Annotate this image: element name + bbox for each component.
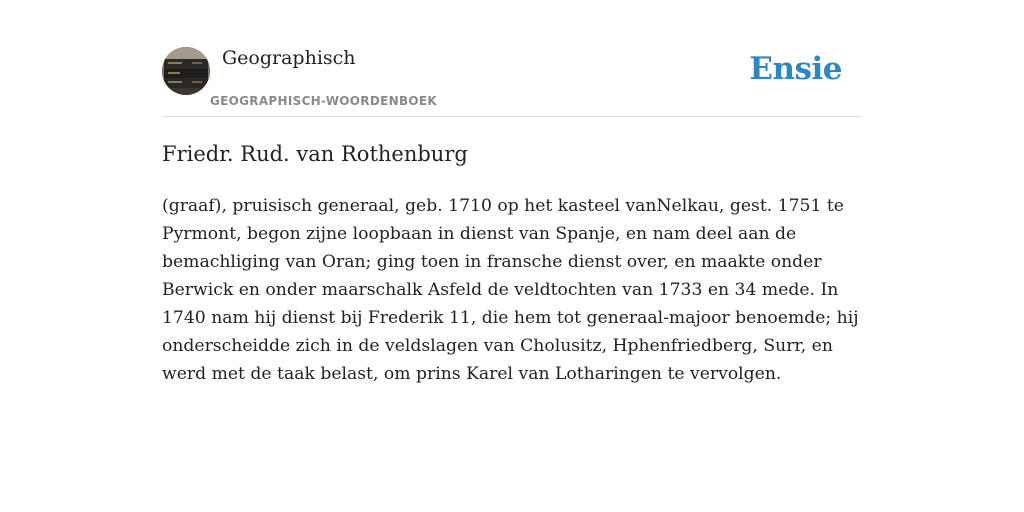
source-header bbox=[162, 40, 862, 117]
entry-title: Friedr. Rud. van Rothenburg bbox=[162, 142, 468, 166]
entry-body: (graaf), pruisisch generaal, geb. 1710 op het kasteel vanNelkau, gest. 1751 te Pyrmont, begon zijne loopbaan in dienst van Spanje, en nam deel aan de bemachliging van Oran; ging toen in fransche dienst over, en maakte onder Berwick en onder maarschalk Asfeld de veldtochten van 1733 en 34 mede. In 1740 nam hij dienst bij Frederik 11, die hem tot generaal-majoor benoemde; hij onderscheidde zich in de veldslagen van Cholusitz, Hphenfriedberg, Surr, en werd met de taak belast, om prins Karel van Lotharingen te vervolgen. bbox=[162, 196, 859, 384]
source-title-link[interactable]: Geographisch bbox=[222, 47, 356, 69]
ensie-logo[interactable]: Ensie bbox=[749, 51, 842, 87]
books-image bbox=[162, 47, 210, 95]
source-avatar[interactable] bbox=[162, 47, 210, 95]
source-subtitle-link[interactable]: GEOGRAPHISCH-WOORDENBOEK bbox=[210, 94, 437, 108]
